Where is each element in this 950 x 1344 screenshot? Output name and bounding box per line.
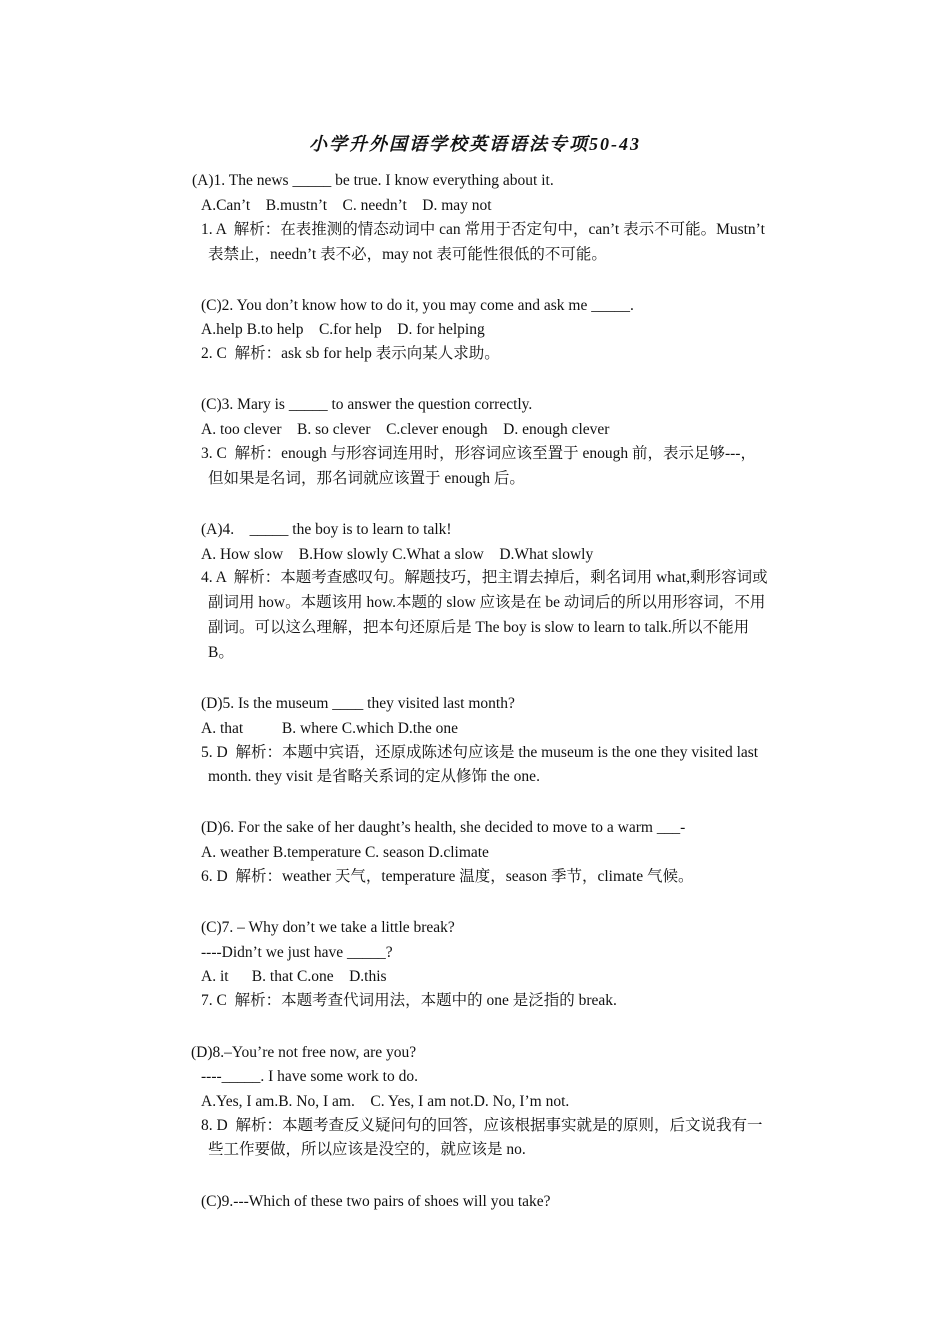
explanation-6: 6. D 解析：weather 天气，temperature 温度，season 季节，climate 气候。 [201, 868, 694, 885]
options-7: A. it B. that C.one D.this [201, 968, 387, 985]
question-3: (C)3. Mary is _____ to answer the question correctly. [201, 396, 533, 413]
question-5: (D)5. Is the museum ____ they visited last month? [201, 695, 515, 712]
document-title: 小学升外国语学校英语语法专项50-43 [309, 134, 641, 154]
explanation-5-cont: month. they visit 是省略关系词的定从修饰 the one. [208, 768, 540, 785]
question-8-reply: ----_____. I have some work to do. [201, 1068, 418, 1085]
explanation-4-cont: 副词。可以这么理解，把本句还原后是 The boy is slow to learn to talk.所以不能用 [208, 619, 750, 636]
explanation-4: 4. A 解析：本题考查感叹句。解题技巧，把主谓去掉后，剩名词用 what,剩形容词或 [201, 569, 768, 586]
explanation-1-cont: 表禁止，needn’t 表不必，may not 表可能性很低的不可能。 [208, 246, 607, 263]
explanation-2: 2. C 解析：ask sb for help 表示向某人求助。 [201, 345, 500, 362]
options-2: A.help B.to help C.for help D. for helping [201, 321, 485, 338]
explanation-8-cont: 些工作要做，所以应该是没空的，就应该是 no. [208, 1141, 526, 1158]
question-9: (C)9.---Which of these two pairs of shoes will you take? [201, 1193, 551, 1210]
explanation-1: 1. A 解析：在表推测的情态动词中 can 常用于否定句中，can’t 表示不可能。Mustn’t [201, 221, 765, 238]
explanation-3-cont: 但如果是名词，那名词就应该置于 enough 后。 [208, 470, 525, 487]
question-7: (C)7. – Why don’t we take a little break? [201, 919, 455, 936]
options-8: A.Yes, I am.B. No, I am. C. Yes, I am not.D. No, I’m not. [201, 1093, 570, 1110]
explanation-4-cont: B。 [208, 644, 234, 661]
options-6: A. weather B.temperature C. season D.climate [201, 844, 489, 861]
question-4: (A)4. _____ the boy is to learn to talk! [201, 521, 452, 538]
options-1: A.Can’t B.mustn’t C. needn’t D. may not [201, 197, 492, 214]
options-5: A. that B. where C.which D.the one [201, 720, 458, 737]
explanation-8: 8. D 解析：本题考查反义疑问句的回答，应该根据事实就是的原则，后文说我有一 [201, 1117, 763, 1134]
explanation-4-cont: 副词用 how。本题该用 how.本题的 slow 应该是在 be 动词后的所以用形容词，不用 [208, 594, 766, 611]
question-7-reply: ----Didn’t we just have _____? [201, 944, 393, 961]
explanation-3: 3. C 解析：enough 与形容词连用时，形容词应该至置于 enough 前，表示足够---， [201, 445, 756, 462]
question-6: (D)6. For the sake of her daught’s health, she decided to move to a warm ___- [201, 819, 686, 836]
question-8: (D)8.–You’re not free now, are you? [191, 1044, 417, 1061]
options-4: A. How slow B.How slowly C.What a slow D.What slowly [201, 546, 594, 563]
options-3: A. too clever B. so clever C.clever enough D. enough clever [201, 421, 610, 438]
question-1: (A)1. The news _____ be true. I know everything about it. [192, 172, 554, 189]
explanation-7: 7. C 解析：本题考查代词用法，本题中的 one 是泛指的 break. [201, 992, 617, 1009]
explanation-5: 5. D 解析：本题中宾语，还原成陈述句应该是 the museum is the one they visited last [201, 744, 759, 761]
question-2: (C)2. You don’t know how to do it, you may come and ask me _____. [201, 297, 634, 314]
